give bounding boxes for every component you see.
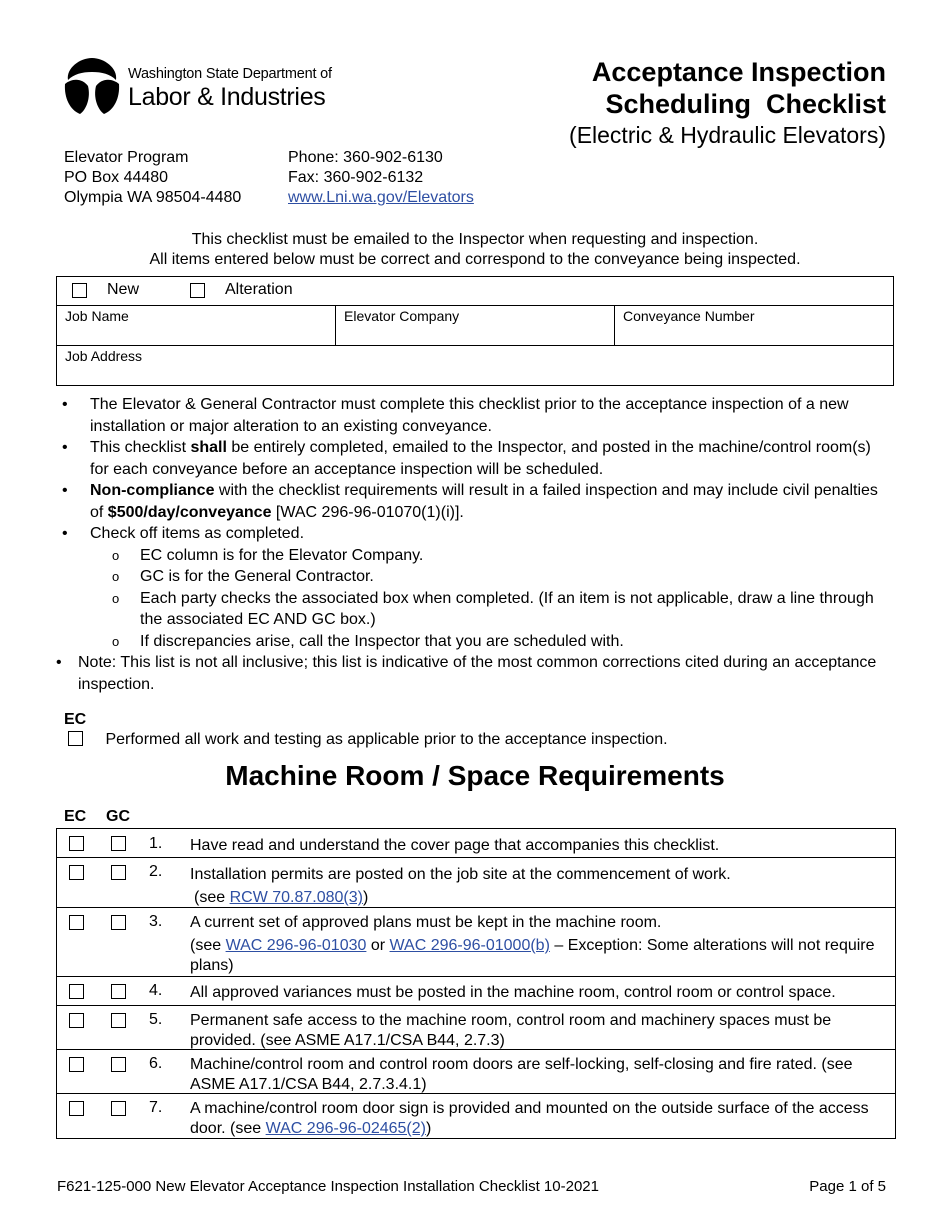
table-row — [57, 908, 895, 977]
logo-line-2: Labor & Industries — [128, 83, 326, 111]
table-row — [57, 1050, 895, 1094]
ec-checkbox[interactable] — [69, 915, 84, 930]
sub-list-item: o If discrepancies arise, call the Inspector that you are scheduled with. — [112, 632, 624, 650]
elevator-company-label: Elevator Company — [344, 308, 460, 324]
wac-link[interactable]: WAC 296-96-01030 — [225, 937, 367, 954]
document-title — [569, 56, 886, 150]
rcw-link[interactable]: RCW 70.87.080(3) — [229, 889, 363, 906]
table-row — [57, 858, 895, 908]
gc-checkbox[interactable] — [111, 1101, 126, 1116]
address-line: PO Box 44480 — [64, 169, 169, 186]
section-title: Machine Room / Space Requirements — [225, 760, 725, 791]
item-text: A current set of approved plans must be kept in the machine room. (see WAC 296-96-01030 or WAC 296-96-01000(b) – Exception: Some alterations will not require plans) — [190, 914, 875, 974]
wac-link[interactable]: WAC 296-96-02465(2) — [265, 1120, 426, 1137]
ec-column-header: EC — [64, 711, 87, 728]
table-row — [57, 1094, 895, 1139]
intro-line-1: This checklist must be emailed to the Inspector when requesting and inspection. — [191, 231, 759, 248]
ec-checkbox[interactable] — [69, 865, 84, 880]
ec-checkbox[interactable] — [69, 1013, 84, 1028]
intro-line-2: All items entered below must be correct and correspond to the conveyance being inspected. — [149, 251, 801, 268]
ec-column-header: EC — [64, 808, 87, 825]
checklist-table — [56, 828, 896, 1139]
gc-checkbox[interactable] — [111, 836, 126, 851]
ec-performed-text: Performed all work and testing as applicable prior to the acceptance inspection. — [105, 731, 668, 748]
gc-checkbox[interactable] — [111, 1057, 126, 1072]
job-address-label: Job Address — [65, 348, 143, 364]
gc-checkbox[interactable] — [111, 1013, 126, 1028]
intro-text — [0, 230, 950, 270]
item-text: Machine/control room and control room doors are self-locking, self-closing and fire rated. (see ASME A17.1/CSA B44, 2.7.3.4.1) — [190, 1056, 853, 1093]
table-row — [57, 829, 895, 858]
gc-checkbox[interactable] — [111, 865, 126, 880]
job-address-field[interactable] — [57, 346, 893, 385]
phone-number: Phone: 360-902-6130 — [288, 149, 443, 166]
job-name-field[interactable] — [57, 306, 336, 345]
gc-column-header: GC — [106, 808, 130, 825]
item-number: 1. — [149, 835, 163, 852]
list-item: • Non-compliance with the checklist requirements will result in a failed inspection and may include civil penalties of $500/day/conveyance [WAC 296-96-01070(1)(i)]. — [62, 482, 878, 521]
item-number: 4. — [149, 982, 163, 999]
conveyance-number-field[interactable] — [615, 306, 893, 345]
list-item: • This checklist shall be entirely completed, emailed to the Inspector, and posted in the machine/control room(s) for each conveyance before an acceptance inspection will be scheduled. — [62, 439, 871, 478]
item-text: A machine/control room door sign is provided and mounted on the outside surface of the access door. (see WAC 296-96-02465(2)) — [190, 1100, 869, 1137]
alteration-checkbox[interactable] — [190, 283, 205, 298]
item-text: Permanent safe access to the machine room, control room and machinery spaces must be provided. (see ASME A17.1/CSA B44, 2.7.3) — [190, 1012, 832, 1049]
ec-checkbox[interactable] — [69, 836, 84, 851]
item-number: 3. — [149, 913, 163, 930]
table-row — [57, 1006, 895, 1050]
elevator-company-field[interactable] — [336, 306, 615, 345]
job-details-row — [57, 306, 893, 346]
item-text: All approved variances must be posted in the machine room, control room or control space. — [190, 984, 836, 1001]
title-line-1: Acceptance Inspection — [591, 57, 886, 87]
item-number: 2. — [149, 863, 163, 880]
project-type-row — [57, 277, 893, 306]
item-number: 5. — [149, 1011, 163, 1028]
new-label: New — [107, 281, 140, 298]
title-line-2: Scheduling Checklist — [605, 89, 886, 119]
list-item: • Check off items as completed. — [62, 525, 305, 542]
list-item: • The Elevator & General Contractor must complete this checklist prior to the acceptance inspection of a new installation or major alteration to an existing conveyance. — [62, 396, 849, 435]
gc-checkbox[interactable] — [111, 915, 126, 930]
sub-list-item: o EC column is for the Elevator Company. — [112, 546, 424, 564]
instructions-list — [56, 394, 882, 695]
ec-checkbox[interactable] — [69, 1101, 84, 1116]
ec-performed-checkbox[interactable] — [68, 731, 83, 746]
fax-number: Fax: 360-902-6132 — [288, 169, 424, 186]
alteration-label: Alteration — [225, 281, 293, 298]
item-number: 7. — [149, 1099, 163, 1116]
logo-line-1: Washington State Department of — [128, 66, 332, 82]
item-number: 6. — [149, 1055, 163, 1072]
wac-link[interactable]: WAC 296-96-01000(b) — [389, 937, 550, 954]
address-line: Olympia WA 98504-4480 — [64, 189, 242, 206]
address-line: Elevator Program — [64, 149, 189, 166]
lni-logo-icon — [62, 54, 122, 116]
page-number: Page 1 of 5 — [809, 1178, 886, 1195]
gc-checkbox[interactable] — [111, 984, 126, 999]
item-text: Have read and understand the cover page that accompanies this checklist. — [190, 837, 720, 854]
ec-checkbox[interactable] — [69, 984, 84, 999]
agency-logo — [62, 54, 332, 118]
item-text: Installation permits are posted on the job site at the commencement of work. (see RCW 70.87.080(3)) — [190, 866, 731, 906]
form-identifier: F621-125-000 New Elevator Acceptance Inspection Installation Checklist 10-2021 — [57, 1178, 599, 1195]
title-line-3: (Electric & Hydraulic Elevators) — [569, 122, 886, 148]
conveyance-number-label: Conveyance Number — [623, 308, 755, 324]
contact-numbers — [288, 148, 474, 208]
table-row — [57, 977, 895, 1006]
sub-list-item: o GC is for the General Contractor. — [112, 568, 374, 585]
ec-performed-item — [68, 731, 668, 749]
mailing-address — [64, 148, 241, 208]
ec-checkbox[interactable] — [69, 1057, 84, 1072]
sub-list-item: o Each party checks the associated box when completed. (If an item is not applicable, draw a line through the associated EC AND GC box.) — [112, 589, 874, 628]
job-name-label: Job Name — [65, 308, 129, 324]
job-info-form — [56, 276, 894, 386]
list-item: • Note: This list is not all inclusive; this list is indicative of the most common corrections cited during an acceptance inspection. — [56, 654, 877, 693]
website-link[interactable]: www.Lni.wa.gov/Elevators — [288, 189, 474, 206]
new-checkbox[interactable] — [72, 283, 87, 298]
